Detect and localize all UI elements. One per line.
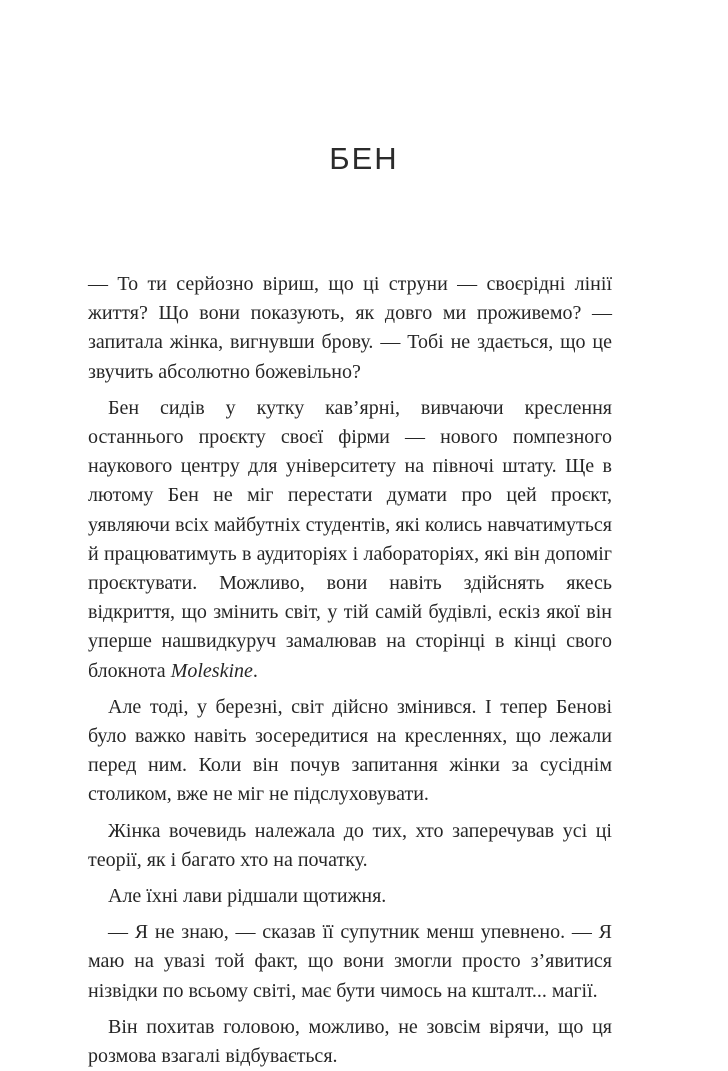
chapter-body bbox=[88, 270, 612, 1071]
paragraph-1 bbox=[88, 270, 612, 387]
paragraph-7-text: Він похитав головою, можливо, не зовсім вірячи, що ця розмова взагалі відбувається. bbox=[88, 1015, 612, 1068]
paragraph-6 bbox=[88, 918, 612, 1006]
paragraph-4 bbox=[88, 817, 612, 875]
paragraph-2-after: . bbox=[252, 659, 258, 682]
paragraph-3 bbox=[88, 693, 612, 810]
paragraph-4-text: Жінка вочевидь належала до тих, хто заперечував усі ці теорії, як і багато хто на початку. bbox=[88, 819, 612, 871]
chapter-title: БЕН bbox=[329, 141, 399, 176]
paragraph-1-text: — То ти серйозно віриш, що ці струни — своєрідні лінії життя? Що вони показують, як довго ми проживемо? — запитала жінка, вигнувши брову. — Тобі не здається, що це звучить абсолютно божевільно? bbox=[88, 273, 612, 383]
paragraph-5 bbox=[88, 882, 612, 911]
paragraph-7 bbox=[88, 1013, 612, 1071]
paragraph-5-text: Але їхні лави рідшали щотижня. bbox=[108, 885, 387, 908]
paragraph-2-italic: Moleskine bbox=[170, 659, 253, 682]
paragraph-6-text: — Я не знаю, — сказав її супутник менш упевнено. — Я маю на увазі той факт, що вони змогли просто з’явитися нізвідки по всьому світі, має бути чимось на кшталт... магії. bbox=[88, 921, 612, 1002]
paragraph-2 bbox=[88, 394, 612, 686]
paragraph-3-text: Але тоді, у березні, світ дійсно змінився. І тепер Бенові було важко навіть зосередитися на кресленнях, що лежали перед ним. Коли він почув запитання жінки за сусіднім столиком, вже не міг не підслуховувати. bbox=[88, 695, 612, 806]
paragraph-2-text: Бен сидів у кутку кав’ярні, вивчаючи креслення останнього проєкту своєї фірми — нового помпезного наукового центру для університету на півночі штату. Ще в лютому Бен не міг перестати думати про цей проєкт, уявляючи всіх майбутніх студентів, які колись навчатимуться й працюватимуть в аудиторіях і лабораторіях, які він допоміг проєктувати. Можливо, вони навіть здійснять якесь відкриття, що змінить світ, у тій самій будівлі, ескіз якої він уперше нашвидкуруч замалював на сторінці в кінці свого блокнота bbox=[88, 396, 612, 682]
